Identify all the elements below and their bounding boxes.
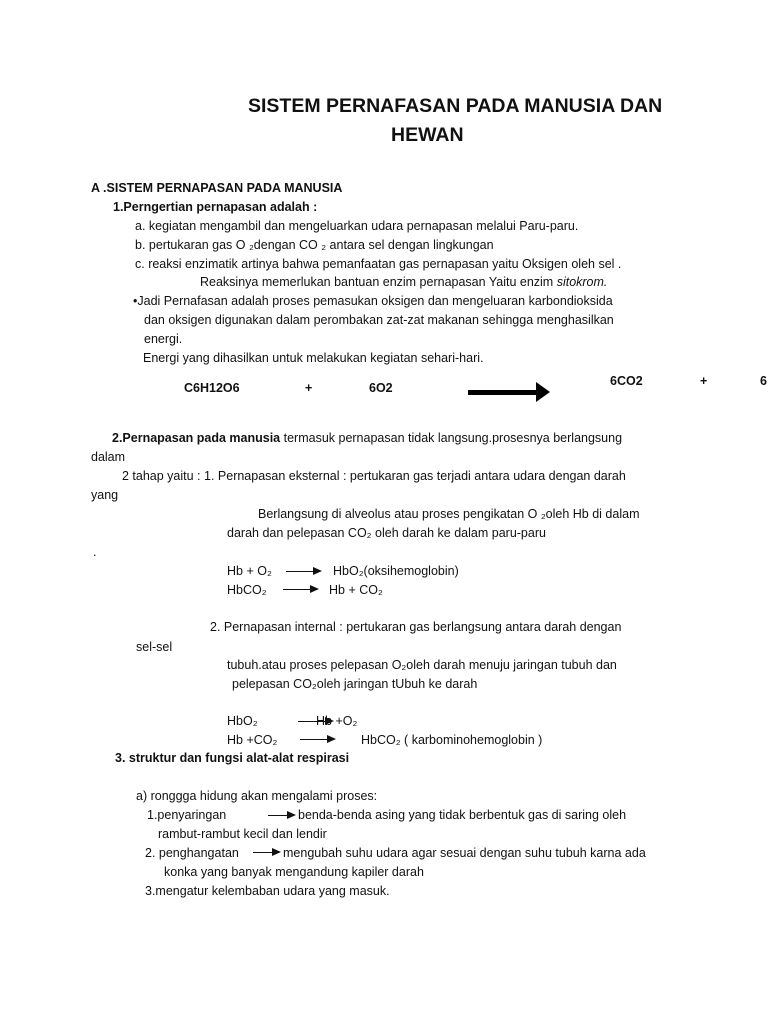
selsel-text: sel-sel xyxy=(136,640,173,654)
alveolus-text: Berlangsung di alveolus atau proses pengikatan O ₂oleh Hb di dalam xyxy=(258,507,640,521)
darah-text: darah dan pelepasan CO₂ oleh darah ke dalam paru-paru xyxy=(227,526,546,540)
penyaringan-arrow-icon xyxy=(268,815,294,816)
reaction-3-left: HbO₂ xyxy=(227,714,258,728)
equation-reactant-glucose: C6H12O6 xyxy=(184,381,240,395)
yang-text: yang xyxy=(91,488,119,502)
equation-product-partial: 6 xyxy=(760,374,767,388)
equation-arrow-icon xyxy=(468,390,538,395)
penyaringan-label: 1.penyaringan xyxy=(147,808,227,822)
pernapasan-heading-bold: 2.Pernapasan pada manusia xyxy=(112,431,281,445)
reaction-4-left: Hb +CO₂ xyxy=(227,733,278,747)
equation-reactant-oxygen: 6O2 xyxy=(369,381,393,395)
penghangatan-continued: konka yang banyak mengandung kapiler darah xyxy=(164,865,424,879)
section-a-heading: A .SISTEM PERNAPASAN PADA MANUSIA xyxy=(91,181,343,195)
reaction-2-arrow-icon xyxy=(283,589,317,590)
bullet-line-2: dan oksigen digunakan dalam perombakan zat-zat makanan sehingga menghasilkan xyxy=(144,313,614,327)
reaction-1-arrow-icon xyxy=(286,571,320,572)
page-title-line-2: HEWAN xyxy=(391,124,464,146)
penghangatan-arrow-icon xyxy=(253,852,279,853)
stray-dot: . xyxy=(93,545,97,559)
struktur-item-a: a) ronggga hidung akan mengalami proses: xyxy=(136,789,378,803)
tahap-text: 2 tahap yaitu : 1. Pernapasan eksternal : pertukaran gas terjadi antara udara dengan darah xyxy=(122,469,626,483)
penghangatan-text: mengubah suhu udara agar sesuai dengan suhu tubuh karna ada xyxy=(283,846,646,860)
dalam-text: dalam xyxy=(91,450,126,464)
bullet-line-1: •Jadi Pernafasan adalah proses pemasukan oksigen dan mengeluaran karbondioksida xyxy=(133,294,613,308)
energi-line: Energi yang dihasilkan untuk melakukan kegiatan sehari-hari. xyxy=(143,351,484,365)
equation-product-co2: 6CO2 xyxy=(610,374,643,388)
reaction-2-right: Hb + CO₂ xyxy=(329,583,383,597)
sitokrom-text: sitokrom. xyxy=(556,275,608,289)
penghangatan-label: 2. penghangatan xyxy=(145,846,239,860)
reaction-3-right: Hb +O₂ xyxy=(316,714,358,728)
pengertian-heading: 1.Perngertian pernapasan adalah : xyxy=(113,200,318,214)
penyaringan-text: benda-benda asing yang tidak berbentuk gas di saring oleh xyxy=(298,808,627,822)
reaction-4-arrow-icon xyxy=(300,739,334,740)
bullet-line-3: energi. xyxy=(144,332,183,346)
pengertian-item-b: b. pertukaran gas O ₂dengan CO ₂ antara sel dengan lingkungan xyxy=(135,238,494,252)
reaksinya-text: Reaksinya memerlukan bantuan enzim pernapasan Yaitu enzim xyxy=(200,275,557,289)
pengertian-item-c-continued xyxy=(200,273,607,291)
pelepasan-text: pelepasan CO₂oleh jaringan tUbuh ke darah xyxy=(232,677,478,691)
tubuh-text: tubuh.atau proses pelepasan O₂oleh darah menuju jaringan tubuh dan xyxy=(227,658,617,672)
reaction-1-right: HbO₂(oksihemoglobin) xyxy=(333,564,459,578)
pernapasan-heading xyxy=(112,429,622,447)
penyaringan-continued: rambut-rambut kecil dan lendir xyxy=(158,827,327,841)
reaction-1-left: Hb + O₂ xyxy=(227,564,272,578)
struktur-heading: 3. struktur dan fungsi alat-alat respirasi xyxy=(115,751,350,765)
internal-text: 2. Pernapasan internal : pertukaran gas berlangsung antara darah dengan xyxy=(210,620,622,634)
equation-plus-2: + xyxy=(700,374,708,388)
page-title-line-1: SISTEM PERNAFASAN PADA MANUSIA DAN xyxy=(248,95,663,117)
pengertian-item-a: a. kegiatan mengambil dan mengeluarkan udara pernapasan melalui Paru-paru. xyxy=(135,219,579,233)
pengertian-item-c: c. reaksi enzimatik artinya bahwa pemanfaatan gas pernapasan yaitu Oksigen oleh sel . xyxy=(135,257,622,271)
kelembaban-text: 3.mengatur kelembaban udara yang masuk. xyxy=(145,884,390,898)
equation-plus-1: + xyxy=(305,381,313,395)
pernapasan-heading-rest: termasuk pernapasan tidak langsung.prosesnya berlangsung xyxy=(280,431,623,445)
reaction-2-left: HbCO₂ xyxy=(227,583,267,597)
reaction-4-right: HbCO₂ ( karbominohemoglobin ) xyxy=(361,733,543,747)
